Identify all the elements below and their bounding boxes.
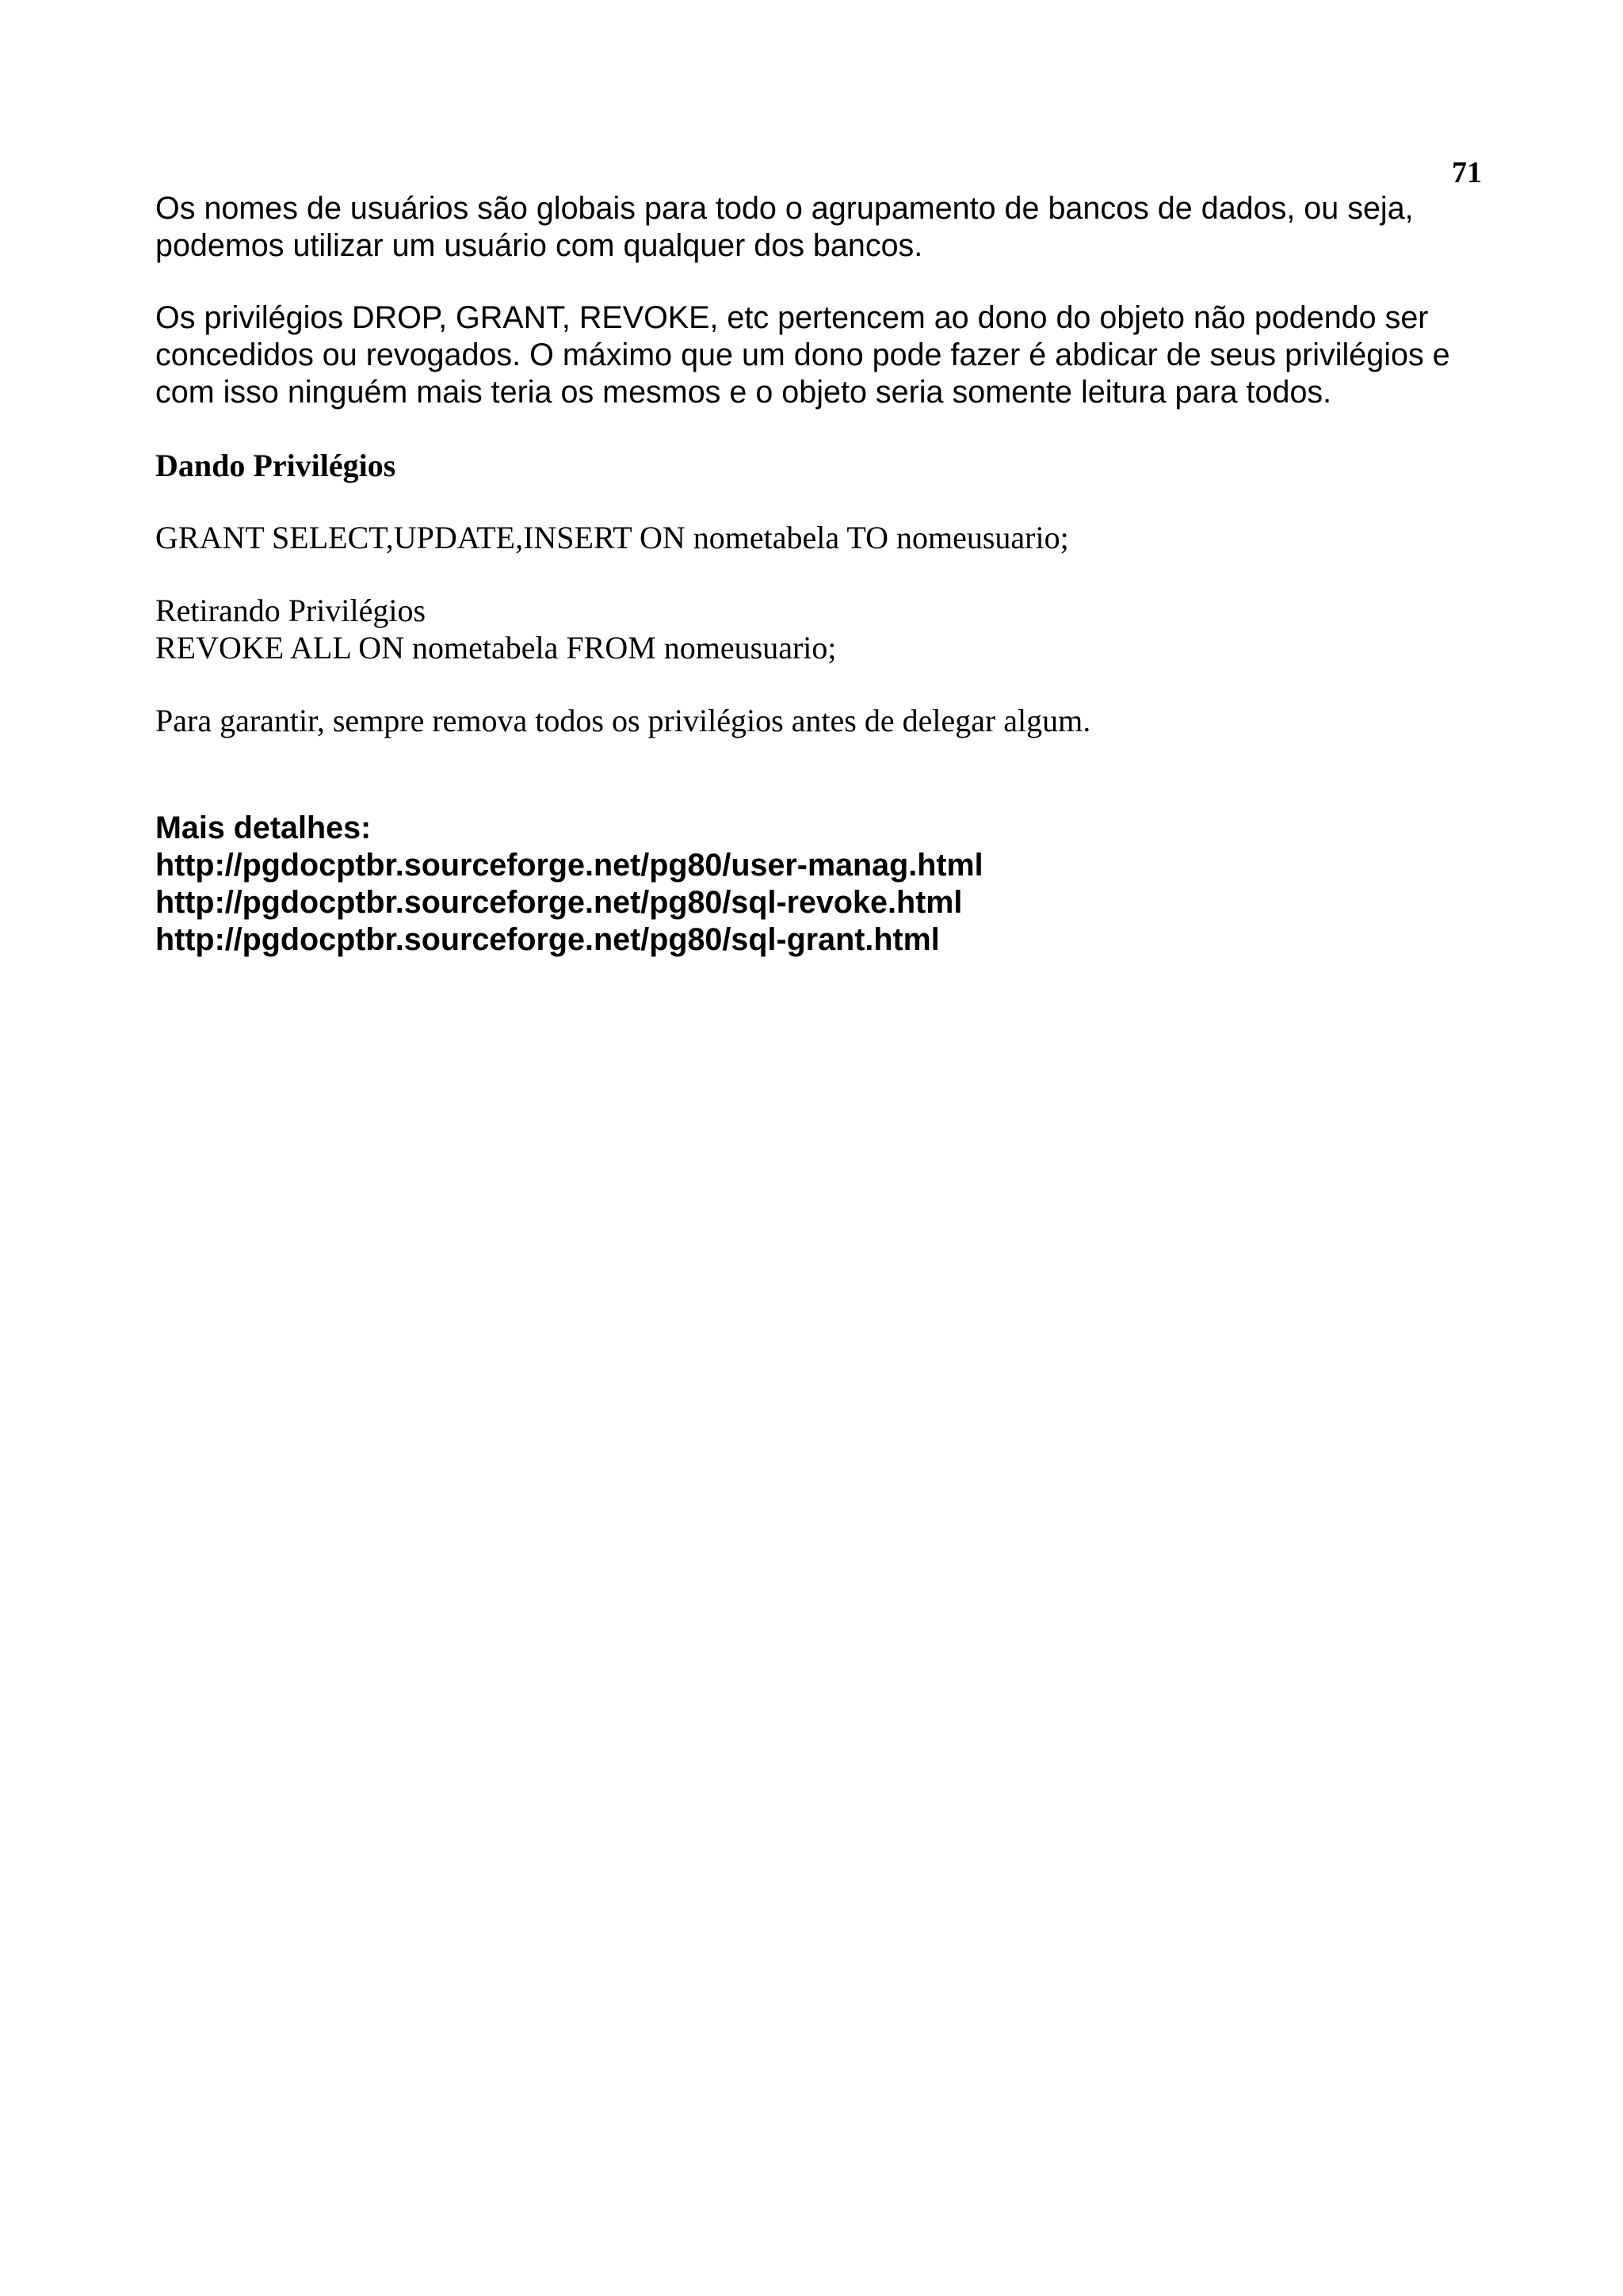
intro-paragraph: [155, 190, 1534, 265]
privileges-note-line-2: concedidos ou revogados. O máximo que um dono pode fazer é abdicar de seus privilégios e: [155, 338, 1450, 372]
link-user-manag[interactable]: http://pgdocptbr.sourceforge.net/pg80/user-manag.html: [155, 848, 983, 883]
advice-paragraph: Para garantir, sempre remova todos os privilégios antes de delegar algum.: [155, 703, 1091, 738]
privileges-note-line-3: com isso ninguém mais teria os mesmos e o objeto seria somente leitura para todos.: [155, 375, 1332, 410]
link-sql-revoke[interactable]: http://pgdocptbr.sourceforge.net/pg80/sql-revoke.html: [155, 885, 963, 920]
grant-statement: GRANT SELECT,UPDATE,INSERT ON nometabela TO nomeusuario;: [155, 520, 1069, 555]
page-number: 71: [1452, 156, 1482, 189]
intro-line-1: Os nomes de usuários são globais para todo o agrupamento de bancos de dados, ou seja,: [155, 191, 1414, 226]
granting-heading: Dando Privilégios: [155, 448, 396, 483]
intro-line-2: podemos utilizar um usuário com qualquer dos bancos.: [155, 228, 923, 263]
privileges-note-paragraph: [155, 299, 1534, 411]
revoke-statement: REVOKE ALL ON nometabela FROM nomeusuario;: [155, 630, 837, 666]
more-details-block: [155, 810, 1534, 959]
privileges-note-line-1: Os privilégios DROP, GRANT, REVOKE, etc pertencem ao dono do objeto não podendo ser: [155, 300, 1429, 335]
revoking-block: [155, 592, 1534, 666]
revoking-label: Retirando Privilégios: [155, 593, 426, 628]
more-details-heading: Mais detalhes:: [155, 810, 372, 845]
link-sql-grant[interactable]: http://pgdocptbr.sourceforge.net/pg80/sql-grant.html: [155, 922, 940, 957]
